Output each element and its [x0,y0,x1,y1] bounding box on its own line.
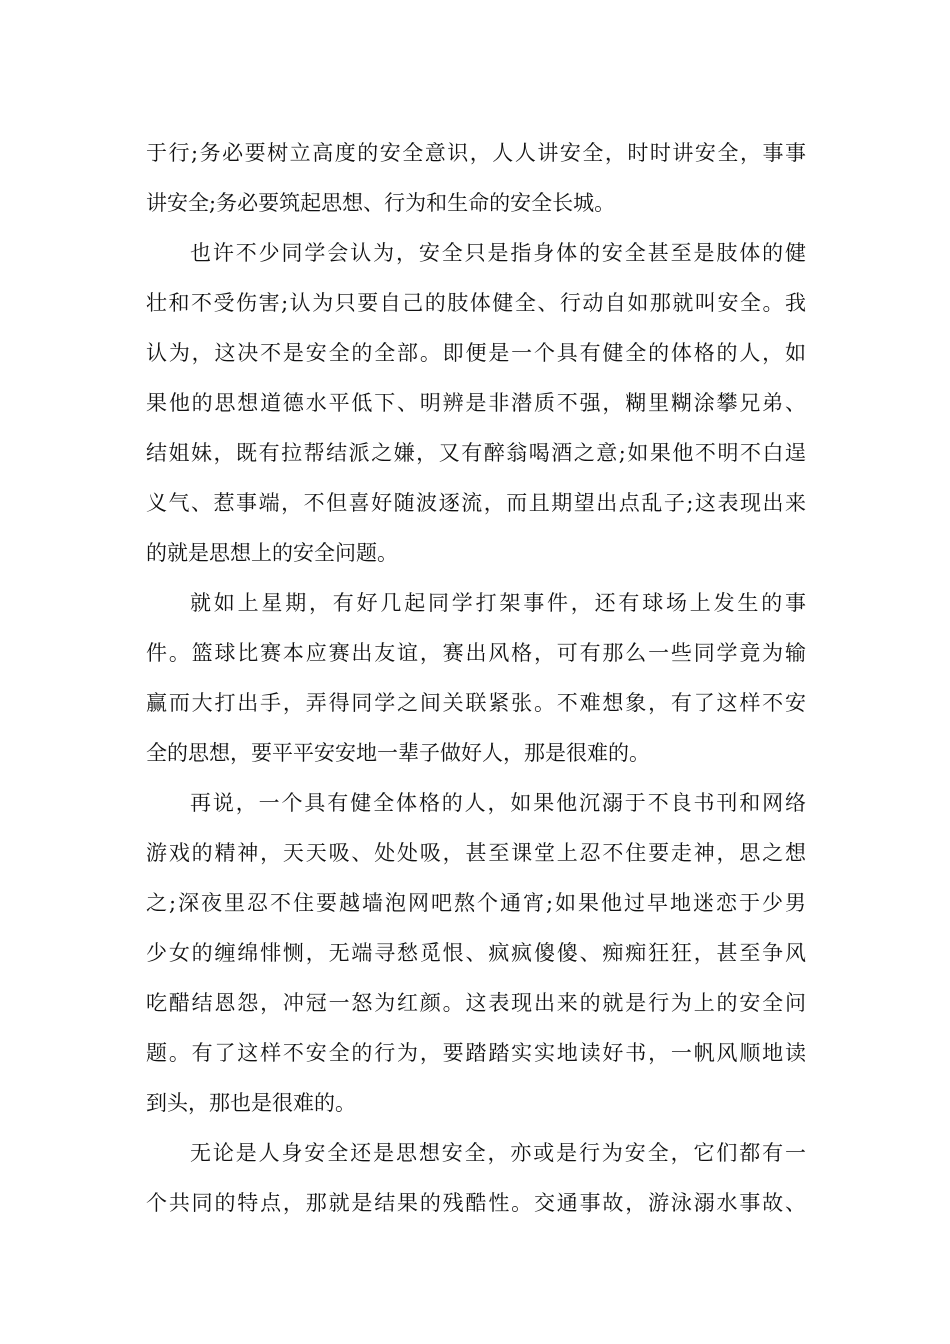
text-line: 壮和不受伤害;认为只要自己的肢体健全、行动自如那就叫安全。我 [146,291,806,315]
text-line: 认为，这决不是安全的全部。即便是一个具有健全的体格的人，如 [146,341,806,365]
text-line: 到头，那也是很难的。 [146,1091,356,1115]
text-line: 也许不少同学会认为，安全只是指身体的安全甚至是肢体的健 [190,241,806,265]
text-line: 件。篮球比赛本应赛出友谊，赛出风格，可有那么一些同学竟为输 [146,641,806,665]
text-line: 题。有了这样不安全的行为，要踏踏实实地读好书，一帆风顺地读 [146,1041,806,1065]
text-line: 个共同的特点，那就是结果的残酷性。交通事故，游泳溺水事故、 [146,1191,806,1215]
text-line: 赢而大打出手，弄得同学之间关联紧张。不难想象，有了这样不安 [146,691,806,715]
text-line: 吃醋结恩怨，冲冠一怒为红颜。这表现出来的就是行为上的安全问 [146,991,806,1015]
text-line: 全的思想，要平平安安地一辈子做好人，那是很难的。 [146,741,650,765]
text-line: 无论是人身安全还是思想安全，亦或是行为安全，它们都有一 [190,1141,806,1165]
body-text [146,128,806,1228]
text-line: 义气、惹事端，不但喜好随波逐流，而且期望出点乱子;这表现出来 [146,491,806,515]
text-line: 果他的思想道德水平低下、明辨是非潜质不强，糊里糊涂攀兄弟、 [146,391,806,415]
text-line: 结姐妹，既有拉帮结派之嫌，又有醉翁喝酒之意;如果他不明不白逞 [146,441,806,465]
text-line: 的就是思想上的安全问题。 [146,541,398,565]
text-line: 于行;务必要树立高度的安全意识，人人讲安全，时时讲安全，事事 [146,141,806,165]
text-line: 少女的缠绵悱恻，无端寻愁觅恨、疯疯傻傻、痴痴狂狂，甚至争风 [146,941,806,965]
text-line: 讲安全;务必要筑起思想、行为和生命的安全长城。 [146,191,616,215]
text-line: 之;深夜里忍不住要越墙泡网吧熬个通宵;如果他过早地迷恋于少男 [146,891,806,915]
text-line: 再说，一个具有健全体格的人，如果他沉溺于不良书刊和网络 [190,791,806,815]
text-line: 就如上星期，有好几起同学打架事件，还有球场上发生的事 [190,591,806,615]
text-line: 游戏的精神，天天吸、处处吸，甚至课堂上忍不住要走神，思之想 [146,841,806,865]
